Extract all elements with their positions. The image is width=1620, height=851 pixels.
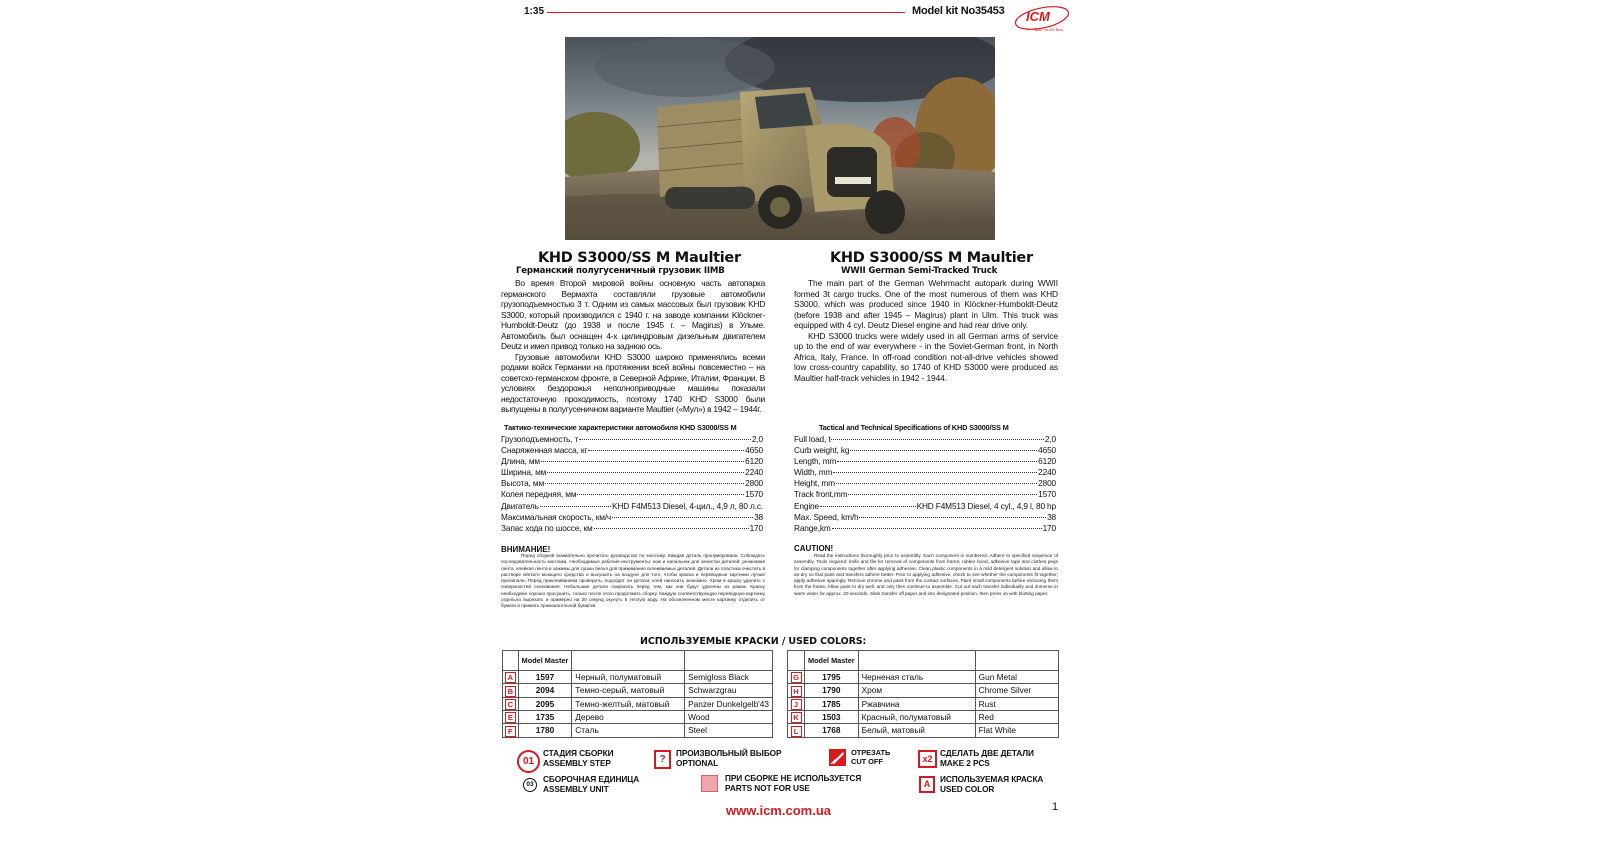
make-two-icon: x2 [918, 750, 937, 768]
title-en: KHD S3000/SS M Maultier [830, 250, 1033, 266]
kit-number: Model kit No35453 [912, 5, 1005, 17]
color-name-en: Schwarzgrau [685, 684, 773, 697]
table-header-row [503, 651, 773, 671]
header-cell [975, 651, 1058, 671]
website-link[interactable]: www.icm.com.ua [726, 803, 831, 818]
color-name-en: Semigloss Black [685, 671, 773, 684]
color-number: 1503 [805, 710, 859, 723]
color-number: 1735 [518, 710, 572, 723]
leader-dots [833, 464, 1037, 473]
description-en [794, 278, 1058, 383]
leader-dots [832, 520, 1042, 529]
header-cell [858, 651, 975, 671]
legend-cut-off [851, 748, 890, 766]
page-number: 1 [1052, 801, 1059, 813]
spec-label: Максимальная скорость, км/ч [501, 511, 612, 522]
colors-table-left [502, 650, 773, 738]
color-code-badge: H [791, 686, 802, 697]
header-rule [547, 12, 905, 13]
color-name-ru: Темно-серый, матовый [572, 684, 685, 697]
leader-dots [541, 453, 744, 462]
leader-dots [859, 509, 1046, 518]
legend-label-ru: ПРОИЗВОЛЬНЫЙ ВЫБОР [676, 748, 782, 758]
header-cell [572, 651, 685, 671]
spec-label: Curb weight, kg [794, 445, 850, 456]
spec-label: Грузоподъемность, т [501, 434, 579, 444]
leader-dots [831, 431, 1043, 440]
color-number: 1768 [805, 724, 859, 737]
legend-label-en: ASSEMBLY UNIT [543, 783, 609, 794]
spec-value: 1570 [1038, 489, 1056, 500]
spec-value: 38 [1047, 511, 1056, 522]
color-code-badge: E [505, 712, 516, 723]
spec-label: Height, mm [794, 478, 835, 489]
color-name-ru: Хром [858, 684, 975, 697]
paragraph: The main part of the German Wehrmacht autopark during WWII formed 3t cargo trucks. One of the most numerous of them was KHD S3000, which was produced since 1940 in Klöckner-Humboldt-Deutz (before 1938 and after 1945 – Magirus) plant in Ulm. This truck was equipped with 4 cyl. Deutz Diesel engine and had rear drive only. [794, 278, 1058, 330]
color-code-badge: L [791, 726, 802, 737]
spec-label: Высота, мм [501, 478, 545, 489]
legend-label-ru: СБОРОЧНАЯ ЕДИНИЦА [543, 774, 640, 784]
color-name-ru: Темно-желтый, матовый [572, 697, 685, 710]
spec-label: Max. Speed, km/h [794, 511, 859, 522]
spec-label: Длина, мм [501, 456, 540, 467]
leader-dots [545, 475, 744, 484]
color-code-badge: J [791, 699, 802, 710]
legend-label-en: ASSEMBLY STEP [543, 757, 611, 768]
spec-value: KHD F4M513 Diesel, 4-цил., 4,9 л, 80 л.с. [611, 500, 763, 511]
assembly-step-icon: 01 [517, 750, 540, 773]
color-code-badge: F [505, 726, 516, 737]
leader-dots [612, 509, 753, 518]
legend-label-ru: СДЕЛАТЬ ДВЕ ДЕТАЛИ [940, 748, 1034, 758]
spec-value: 4650 [1038, 445, 1056, 456]
spec-value: 2,0 [751, 434, 763, 444]
spec-value: 170 [749, 522, 763, 533]
table-row [503, 724, 773, 737]
subtitle-ru: Германский полугусеничный грузовик IIМВ [516, 266, 725, 276]
color-name-en: Rust [975, 697, 1058, 710]
leader-dots [540, 498, 611, 507]
color-name-ru: Дерево [572, 710, 685, 723]
spec-value: 38 [754, 511, 763, 522]
color-name-ru: Сталь [572, 724, 685, 737]
leader-dots [588, 442, 744, 451]
icm-logo [1012, 4, 1072, 34]
color-code-badge: K [791, 712, 802, 723]
truck-photo [565, 37, 995, 240]
table-row [788, 724, 1059, 737]
legend-label-en: CUT OFF [851, 757, 883, 766]
color-name-ru: Черненая сталь [858, 671, 975, 684]
color-name-ru: Ржавчина [858, 697, 975, 710]
leader-dots [837, 453, 1037, 462]
color-number: 2094 [518, 684, 572, 697]
table-row [788, 684, 1059, 697]
header-cell [503, 651, 519, 671]
legend-label-en: USED COLOR [940, 783, 995, 794]
legend-used-color [940, 775, 1043, 794]
spec-label: Снаряженная масса, кг [501, 445, 588, 456]
leader-dots [848, 486, 1037, 495]
table-header-row [788, 651, 1059, 671]
color-number: 2095 [518, 697, 572, 710]
legend-label-ru: СТАДИЯ СБОРКИ [543, 748, 614, 758]
leader-dots [850, 442, 1037, 451]
svg-text:ICM: ICM [1026, 9, 1050, 24]
specs-list-ru [501, 433, 763, 533]
leader-dots [547, 464, 744, 473]
legend-assembly-step [543, 749, 613, 768]
color-name-en: Gun Metal [975, 671, 1058, 684]
svg-text:Take on the best: Take on the best [1034, 27, 1063, 32]
spec-value: 4650 [745, 445, 763, 456]
specs-title-en: Tactical and Technical Specifications of KHD S3000/SS M [819, 423, 1009, 432]
spec-label: Length, mm [794, 456, 837, 467]
legend-label-ru: ОТРЕЗАТЬ [851, 748, 891, 757]
spec-value: 6120 [1038, 456, 1056, 467]
header-brand: Model Master [805, 651, 859, 671]
spec-label: Engine [794, 500, 819, 511]
spec-label: Full load, t [794, 434, 831, 444]
spec-label: Ширина, мм [501, 467, 547, 478]
header-cell [788, 651, 805, 671]
color-name-ru: Красный, полуматовый [858, 710, 975, 723]
color-number: 1597 [518, 671, 572, 684]
color-name-ru: Черный, полуматовый [572, 671, 685, 684]
table-row [503, 671, 773, 684]
legend-optional [676, 749, 781, 768]
spec-row [794, 522, 1056, 533]
spec-value: 2240 [745, 467, 763, 478]
paragraph: Грузовые автомобили KHD S3000 широко применялись всеми родами войск Германии на протяжении всей войны повсеместно – на советско-германском фронте, в Северной Африке, Италии, Франции. В условиях бездорожья неполноприводные машины показали недостаточную проходимость, поэтому 1740 KHD S3000 были выпущены в полугусеничном варианте Maultier («Мул») в 1942 – 1944г. [501, 351, 765, 414]
table-row [503, 684, 773, 697]
description-ru [501, 278, 765, 415]
table-row [788, 671, 1059, 684]
color-name-ru: Белый, матовый [858, 724, 975, 737]
spec-label: Range,km [794, 522, 831, 533]
color-name-en: Red [975, 710, 1058, 723]
parts-not-for-use-icon [701, 775, 718, 792]
color-name-en: Steel [685, 724, 773, 737]
spec-value: 2240 [1038, 467, 1056, 478]
legend-make-two [940, 749, 1034, 768]
leader-dots [577, 486, 744, 495]
table-row [788, 710, 1059, 723]
specs-list-en [794, 433, 1056, 533]
warning-title-ru: ВНИМАНИЕ! [501, 545, 551, 554]
paragraph: KHD S3000 trucks were widely used in all German arms of service up to the end of war everywhere - in the Soviet-German front, in North Africa, Italy, France. In off-road condition not-all-drive vehicles showed low cross-country capability, so 1740 of KHD S3000 were produced as Maultier half-track vehicles in 1942 - 1944. [794, 330, 1058, 383]
header-brand: Model Master [518, 651, 572, 671]
legend-label-en: PARTS NOT FOR USE [725, 782, 810, 793]
used-color-icon: A [919, 776, 935, 793]
spec-value: KHD F4M513 Diesel, 4 cyl., 4,9 l, 80 hp [916, 500, 1056, 511]
table-row [503, 710, 773, 723]
color-code-badge: A [505, 672, 516, 683]
spec-row [501, 522, 763, 533]
spec-value: 2,0 [1044, 434, 1056, 444]
color-name-en: Flat White [975, 724, 1058, 737]
spec-label: Двигатель [501, 500, 539, 511]
color-number: 1785 [805, 697, 859, 710]
color-name-en: Chrome Silver [975, 684, 1058, 697]
scale-label: 1:35 [524, 6, 545, 17]
table-row [503, 697, 773, 710]
spec-value: 170 [1042, 522, 1056, 533]
header-cell [685, 651, 773, 671]
legend-label-en: OPTIONAL [676, 757, 719, 768]
warning-paragraph: Перед сборкой внимательно прочитать руководство по монтажу. Каждая деталь пронумерована. Соблюдать последовательность монтажа. Необходимые рабочие инструменты: нож и напильник для зачистки деталей; резиновая лента, клейкая лента и зажимы для сушки белья для прижимания склеиваемых деталей. Детали из пластика очистить в растворе мягкого моющего средства и высушить на воздухе для того, чтобы краска и переводные картинки лучше прилипали. Перед приклеиванием проверить, подходят ли детали; клей наносить экономно. Хром и краску удалить с поверхностей склеивания. Небольшие детали покрасить перед тем, как они будут удалены из рамок. Краску необходимо хорошо просушить, только после этого продолжать сборку. Каждую соответствующую переводную картинку отдельно вырезать и примерно на 20 секунд окунуть в теплую воду. На обозначенном месте картинку отделить от бумаги и прижать промокательной бумагой. [501, 553, 765, 609]
legend-label-en: MAKE 2 PCS [940, 757, 990, 768]
caution-title-en: CAUTION! [794, 544, 834, 553]
leader-dots [820, 498, 916, 507]
table-row [788, 697, 1059, 710]
leader-dots [594, 520, 749, 529]
used-colors-title: ИСПОЛЬЗУЕМЫЕ КРАСКИ / USED COLORS: [640, 636, 867, 647]
color-number: 1780 [518, 724, 572, 737]
subtitle-en: WWII German Semi-Tracked Truck [841, 266, 998, 276]
color-name-en: Panzer Dunkelgelb'43 [685, 697, 773, 710]
color-number: 1790 [805, 684, 859, 697]
color-code-badge: G [791, 672, 802, 683]
leader-dots [579, 431, 751, 440]
optional-icon: ? [654, 750, 671, 769]
color-number: 1795 [805, 671, 859, 684]
specs-title-ru: Тактико-технические характеристики автомобиля KHD S3000/SS M [504, 423, 737, 432]
cut-off-icon [829, 749, 846, 766]
color-code-badge: B [505, 686, 516, 697]
caution-text-en [794, 553, 1058, 597]
spec-value: 2800 [1038, 478, 1056, 489]
legend-label-ru: ИСПОЛЬЗУЕМАЯ КРАСКА [940, 774, 1044, 784]
leader-dots [836, 475, 1037, 484]
title-ru: KHD S3000/SS M Maultier [538, 250, 741, 266]
assembly-unit-icon: 03 [523, 778, 537, 792]
warning-text-ru [501, 553, 765, 610]
paragraph: Во время Второй мировой войны основную часть автопарка германского Вермахта составляли грузовые автомобили грузоподъемностью 3 т. Одним из самых массовых был грузовик KHD S3000, который производился с 1940 г. на заводе компании Klöckner-Humboldt-Deutz (до 1938 и после 1945 г. – Magirus) в Ульме. Автомобиль был оснащен 4-х цилиндровым дизельным двигателем Deutz и имел привод только на заднюю ось. [501, 278, 765, 351]
legend-label-ru: ПРИ СБОРКЕ НЕ ИСПОЛЬЗУЕТСЯ [725, 773, 862, 783]
spec-value: 2800 [745, 478, 763, 489]
color-name-en: Wood [685, 710, 773, 723]
spec-label: Track front,mm [794, 489, 848, 500]
spec-label: Колея передняя, мм [501, 489, 577, 500]
spec-value: 6120 [745, 456, 763, 467]
legend-not-for-use [725, 774, 861, 793]
colors-table-right [787, 650, 1059, 738]
color-code-badge: C [505, 699, 516, 710]
spec-label: Width, mm [794, 467, 833, 478]
spec-value: 1570 [745, 489, 763, 500]
legend-assembly-unit [543, 775, 639, 794]
caution-paragraph: Read the instructions thoroughly prior to assembly. Each component is numbered. Adhere to specified sequence of assembly. Tools required: knife and file for removal of components from frame; rubber bond, adhesive tape and clothes pegs for clamping components together after applying adhesive. Clean plastic components in a mild detergent solution and allow to air-dry so that paint and transfers adhere better. Prior to applying adhesive, check to see whether the components fit together; apply adhesive sparingly. Remove chrome and paint from the contact surfaces. Paint small components before removing them from the frame. Allow paint to dry well, and only then continue to assemble. Cut out each transfer individually and immerse in warm water for approx. 20 seconds. Slide transfer off paper and into designated position, then press on with blotting paper. [794, 553, 1058, 596]
spec-label: Запас хода по шоссе, км [501, 522, 593, 533]
